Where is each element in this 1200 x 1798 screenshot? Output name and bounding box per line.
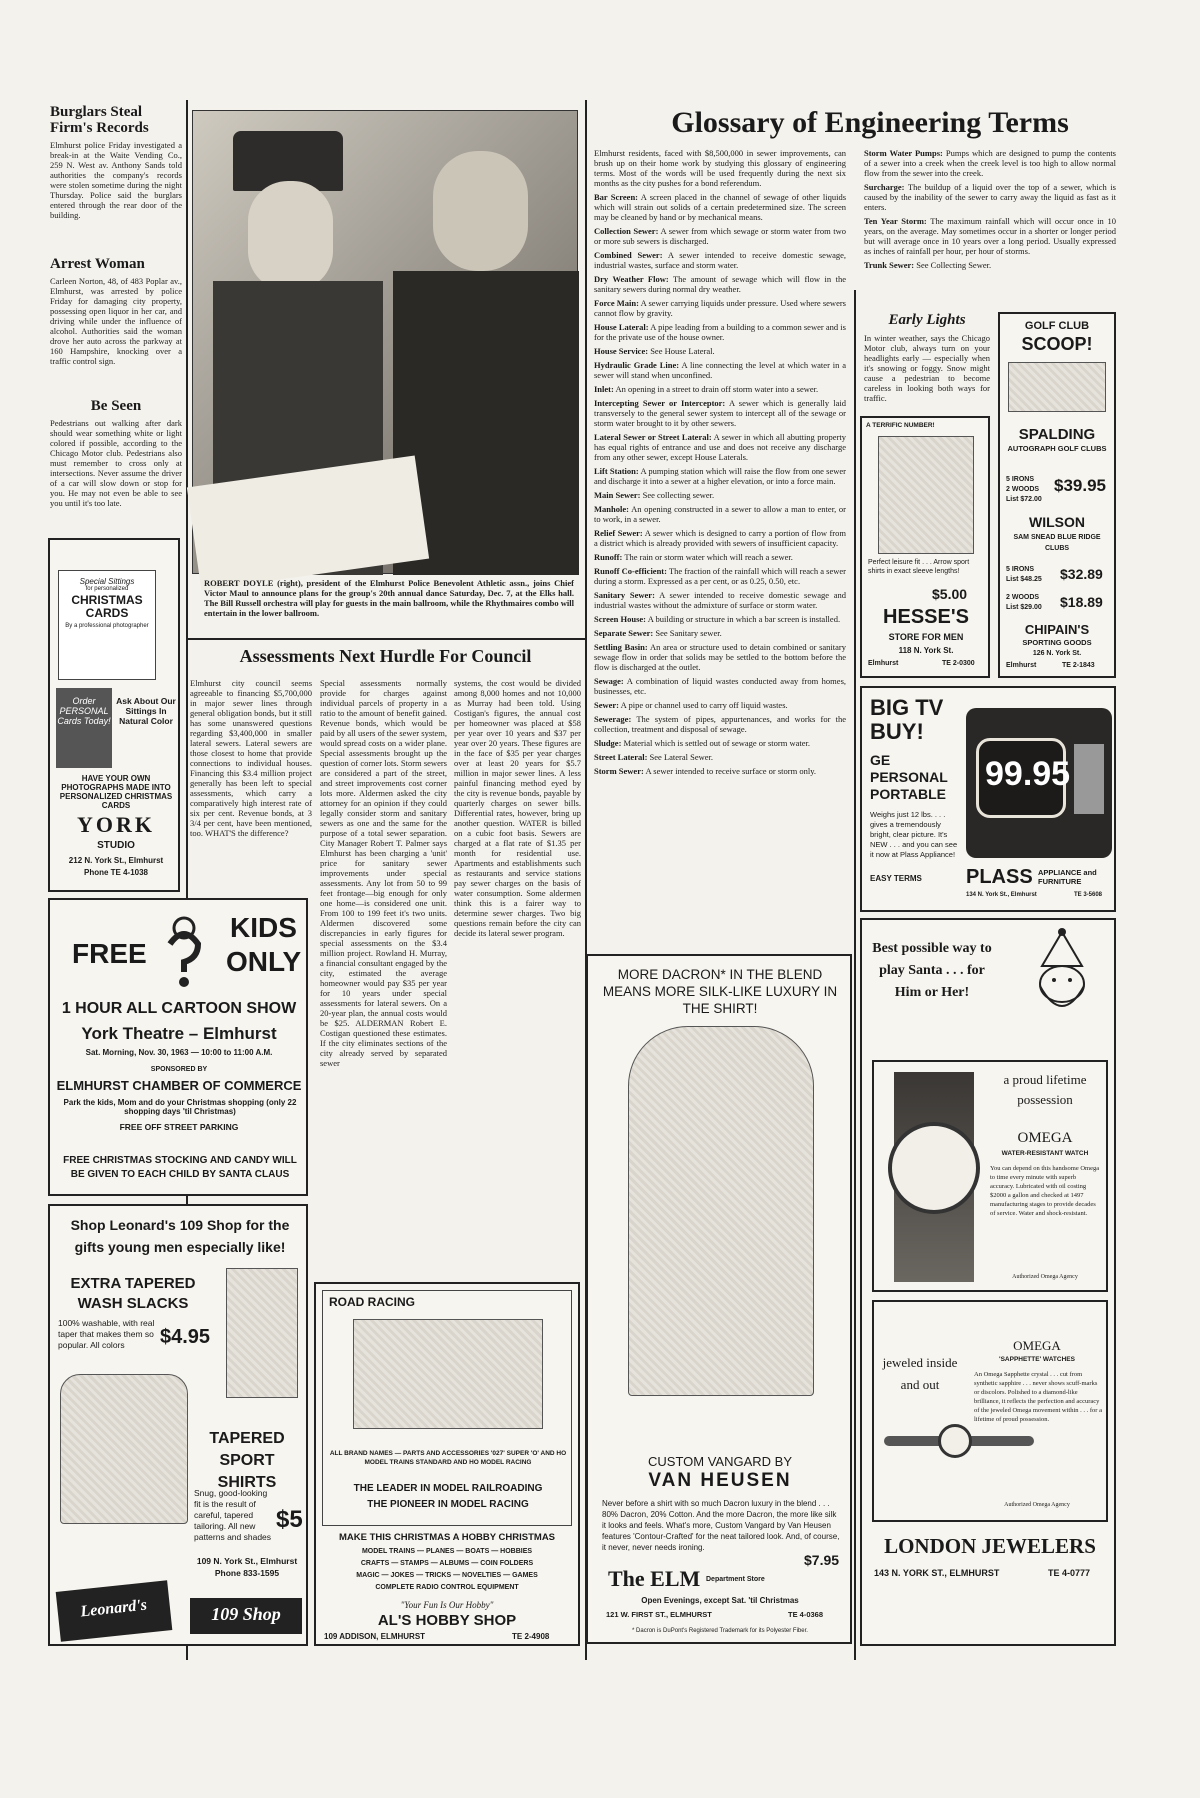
arrest-text: Carleen Norton, 48, of 483 Poplar av., Elmhurst, was arrested by police Friday for damaging city property, possessing open liquor in her car, and driving while under the influence of alcohol. Authorities said the woman drove her auto across the parkway at 160 Hampshire, knocking over a traffic control sign. xyxy=(50,276,182,366)
glossary-entry xyxy=(594,398,846,428)
watch-face xyxy=(888,1122,980,1214)
glossary-entry xyxy=(594,766,846,776)
glossary-definition: A building or structure in which a bar screen is installed. xyxy=(647,614,841,624)
glossary-term: Combined Sewer: xyxy=(594,250,663,260)
glossary-term: Sewerage: xyxy=(594,714,632,724)
ladies-watch-face xyxy=(938,1424,972,1458)
wilson-sub: SAM SNEAD BLUE RIDGE CLUBS xyxy=(1013,534,1101,552)
glossary-entry xyxy=(594,346,846,356)
glossary-term: Bar Screen: xyxy=(594,192,639,202)
free-kids-ad xyxy=(48,898,308,1196)
york-ask: Ask About Our Sittings In Natural Color xyxy=(116,696,176,726)
sapphette-panel xyxy=(872,1300,1108,1522)
spalding-price: $39.95 xyxy=(1054,476,1106,495)
glossary-entry xyxy=(864,148,1116,178)
plass-address: 134 N. York St., Elmhurst xyxy=(966,892,1037,898)
free-label: FREE xyxy=(72,938,147,969)
glossary-entry xyxy=(594,226,846,246)
wilson-price2: $18.89 xyxy=(1060,594,1103,610)
hobby-brands: ALL BRAND NAMES — PARTS AND ACCESSORIES '027' SUPER 'O' AND HO MODEL TRAINS STANDARD AND HO MODEL RACING xyxy=(329,1450,567,1466)
santa-icon xyxy=(1022,926,1102,1026)
beseen-text: Pedestrians out walking after dark should wear something white or light colored if possible, according to the Chicago Motor club. Pedestrians also must remember to cross only at intersections. Never assume the driver of a car will slow down or stop for you. He may not even be able to see you until it's too late. xyxy=(50,418,182,508)
hobby-items3: MAGIC — JOKES — TRICKS — NOVELTIES — GAMES xyxy=(356,1572,538,1579)
glossary-definition: The rain or storm water which will reach a sewer. xyxy=(624,552,793,562)
glossary-entries-right xyxy=(864,148,1116,270)
leonards-ad xyxy=(48,1204,308,1646)
hobby-address: 109 ADDISON, ELMHURST xyxy=(324,1632,426,1641)
elm-text: Never before a shirt with so much Dacron luxury in the blend . . . 80% Dacron, 20% Cotton. And the more Dacron, the more like silk it looks and feels. What's more, Custom Vangard by Van Heusen features 'Contour-Crafted' for the neat tailored look. And, of course, it never, never needs ironing. xyxy=(602,1499,840,1552)
glossary-title: Glossary of Engineering Terms xyxy=(671,106,1069,139)
glossary-term: Ten Year Storm: xyxy=(864,216,927,226)
early-lights-headline: Early Lights xyxy=(888,312,966,328)
early-lights-story xyxy=(864,312,990,403)
glossary-definition: The system of pipes, appurtenances, and works for the collection, treatment and disposal of sewage. xyxy=(594,714,846,734)
glossary-entry xyxy=(594,552,846,562)
hesse-name: HESSE'S xyxy=(883,606,969,628)
london-address: 143 N. YORK ST., ELMHURST xyxy=(874,1568,1000,1578)
sapphette-agency: Authorized Omega Agency xyxy=(1004,1502,1070,1508)
glossary-definition: A sewer in which all abutting property has equal rights of entrance and use and does not receive any discharge from any other sewer, except House Laterals. xyxy=(594,432,846,462)
kids-label: KIDS xyxy=(230,912,297,943)
beseen-headline: Be Seen xyxy=(90,398,142,414)
omega-agency: Authorized Omega Agency xyxy=(1012,1274,1078,1280)
glossary-term: Lateral Sewer or Street Lateral: xyxy=(594,432,712,442)
glossary-definition: Pumps which are designed to pump the contents of a sewer into a creek when the creek level is too high to allow normal flow from the sewer into the creek. xyxy=(864,148,1116,178)
glossary-definition: See House Lateral. xyxy=(650,346,715,356)
early-lights-text: In winter weather, says the Chicago Motor club, always turn on your headlights early — especially when it's snowing or foggy. Snow might cause a pedestrian to become careless in looking both ways for traffic. xyxy=(864,333,990,403)
glossary-entry xyxy=(594,504,846,524)
beseen-story xyxy=(50,398,182,508)
chipains-phone: TE 2-1843 xyxy=(1062,662,1095,669)
glossary-entry xyxy=(594,432,846,462)
glossary-entry xyxy=(594,566,846,586)
glossary-left-column xyxy=(594,148,846,948)
glossary-definition: See Collecting Sewer. xyxy=(916,260,992,270)
tv-set-illustration xyxy=(966,708,1112,858)
only-label: ONLY xyxy=(226,946,302,977)
glossary-term: House Lateral: xyxy=(594,322,649,332)
glossary-intro: Elmhurst residents, faced with $8,500,000 in sewer improvements, can brush up on their home work by studying this glossary of engineering terms. Most of the words will be used frequently during the next six months as the city pushes for a bond referendum. xyxy=(594,148,846,188)
free-stocking: FREE CHRISTMAS STOCKING AND CANDY WILL BE GIVEN TO EACH CHILD BY SANTA CLAUS xyxy=(63,1155,297,1180)
glossary-definition: A sewer from which sewage or storm water from two or more sub sewers is discharged. xyxy=(594,226,846,246)
glossary-entry xyxy=(594,590,846,610)
slacks-illustration xyxy=(226,1268,298,1398)
elm-store-sub: Department Store xyxy=(706,1576,765,1583)
easy-terms: EASY TERMS xyxy=(870,874,922,883)
glossary-entry xyxy=(594,676,846,696)
column-rule xyxy=(854,290,856,1660)
hobby-make: MAKE THIS CHRISTMAS A HOBBY CHRISTMAS xyxy=(338,1532,556,1543)
glossary-term: House Service: xyxy=(594,346,649,356)
glossary-entry xyxy=(864,216,1116,256)
glossary-entry xyxy=(594,490,846,500)
hobby-leader2: THE PIONEER IN MODEL RACING xyxy=(367,1499,529,1510)
glossary-term: Relief Sewer: xyxy=(594,528,643,538)
york-address: 212 N. York St., Elmhurst xyxy=(68,856,164,865)
glossary-definition: The amount of sewage which will flow in the sanitary sewers during normal dry weather. xyxy=(594,274,846,294)
sapphette-text: An Omega Sapphette crystal . . . cut from synthetic sapphire . . . never shows scuff-marks or discolors. Polished to a diamond-like brilliance, it reflects the perfection and accuracy of the jeweled Omega movement within . . . for a lifetime of proud possession. xyxy=(974,1371,1102,1423)
dacron-headline: MORE DACRON* IN THE BLEND MEANS MORE SILK-LIKE LUXURY IN THE SHIRT! xyxy=(602,967,838,1016)
big-tv-buy: BIG TV BUY! xyxy=(870,695,944,744)
glossary-term: Force Main: xyxy=(594,298,639,308)
glossary-definition: A sewer intended to receive domestic sewage, industrial wastes, surface and storm water. xyxy=(594,250,846,270)
109-shop-logo: 109 Shop xyxy=(190,1598,302,1634)
slacks-title: EXTRA TAPERED WASH SLACKS xyxy=(70,1275,196,1312)
glossary-entries-left xyxy=(594,192,846,776)
hesse-text: Perfect leisure fit . . . Arrow sport shirts in exact sleeve lengths! xyxy=(868,559,970,575)
elm-phone: TE 4-0368 xyxy=(788,1610,824,1619)
glossary-definition: Material which is settled out of sewage or storm water. xyxy=(623,738,811,748)
glossary-definition: The fraction of the rainfall which will reach a sewer during a storm. Expressed as a per cent, or as 0.25, 0.50, etc. xyxy=(594,566,846,586)
golf-title1: GOLF CLUB xyxy=(1024,320,1090,332)
arrest-story xyxy=(50,256,182,366)
glossary-term: Sanitary Sewer: xyxy=(594,590,655,600)
glossary-definition: A sewer which is designed to carry a portion of flow from a district which is already provided with sewers of insufficient capacity. xyxy=(594,528,846,548)
glossary-term: Main Sewer: xyxy=(594,490,641,500)
hobby-items4: COMPLETE RADIO CONTROL EQUIPMENT xyxy=(375,1584,519,1591)
custom-vangard: CUSTOM VANGARD BY xyxy=(648,1454,792,1469)
glossary-term: Surcharge: xyxy=(864,182,905,192)
glossary-entry xyxy=(594,628,846,638)
glossary-term: Storm Water Pumps: xyxy=(864,148,943,158)
plass-tv-ad xyxy=(860,686,1116,912)
santa-ornament-icon xyxy=(1022,926,1102,1026)
glossary-definition: A sewer carrying liquids under pressure. Used where sewers cannot flow by gravity. xyxy=(594,298,846,318)
glossary-term: Street Lateral: xyxy=(594,752,648,762)
glossary-entry xyxy=(594,322,846,342)
glossary-definition: An opening constructed in a sewer to allow a man to enter, or to work, in a sewer. xyxy=(594,504,846,524)
glossary-definition: A line connecting the level at which water in a sewer will stand when unconfined. xyxy=(594,360,846,380)
photo-caption: ROBERT DOYLE (right), president of the Elmhurst Police Benevolent Athletic assn., joins Chief Victor Maul to announce plans for the group's 20th annual dance Saturday, Dec. 7, at the Elks hall. The Bill Russell orchestra will play for guests in the main ballroom, while the Rhythmaires combo will entertain in the lower ballroom. xyxy=(204,578,574,618)
glossary-entry xyxy=(864,260,1116,270)
hesses-ad xyxy=(860,416,990,678)
glossary-term: Trunk Sewer: xyxy=(864,260,915,270)
glossary-definition: The buildup of a liquid over the top of a sewer, which is caused by the inability of the sewer to carry away the liquid as fast as it enters. xyxy=(864,182,1116,212)
hesse-city: Elmhurst xyxy=(868,660,899,667)
jeweled-inside: jeweled inside and out xyxy=(882,1355,958,1392)
shirt-illustration xyxy=(60,1374,188,1524)
hobby-items2: CRAFTS — STAMPS — ALBUMS — COIN FOLDERS xyxy=(360,1560,534,1567)
glossary-definition: A pipe leading from a building to a common sewer and is for the private use of the house owner. xyxy=(594,322,846,342)
hobby-slogan: "Your Fun Is Our Hobby" xyxy=(400,1600,494,1610)
tv-screen xyxy=(976,738,1071,818)
york-title-top: Special Sittings xyxy=(79,577,135,586)
glossary-term: Separate Sewer: xyxy=(594,628,654,638)
glossary-definition: A screen placed in the channel of sewage of other liquids which will strain out solids of a certain predetermined size. The screen may be cleaned by hand or by mechanical means. xyxy=(594,192,846,222)
glossary-entry xyxy=(594,528,846,548)
glossary-definition: See collecting sewer. xyxy=(642,490,715,500)
glossary-entry xyxy=(594,250,846,270)
spalding-woods: 2 WOODS xyxy=(1006,486,1040,493)
glossary-term: Lift Station: xyxy=(594,466,639,476)
plass-store-sub: APPLIANCE and FURNITURE xyxy=(1038,868,1097,886)
sponsor-name: ELMHURST CHAMBER OF COMMERCE xyxy=(56,1078,302,1093)
tv-controls xyxy=(1074,744,1104,814)
wilson-woods: 2 WOODS xyxy=(1006,594,1040,601)
glossary-term: Hydraulic Grade Line: xyxy=(594,360,680,370)
road-racing-banner: ROAD RACING xyxy=(329,1295,415,1309)
wilson-irons: 5 IRONS xyxy=(1006,566,1035,573)
york-name: YORK xyxy=(77,812,155,837)
ge-portable: GE PERSONAL PORTABLE xyxy=(870,752,948,802)
leonards-address: 109 N. York St., Elmhurst xyxy=(196,1556,298,1566)
assessments-col3: systems, the cost would be divided among 8,000 homes and not 10,000 as Murray had been told. Using Costigan's figures, the annual cost per homeowner was placed at $58 per year over 10 years and $37 per year over 20 years. These figures are in the face of $35 per year charges over at least 20 years for $5.7 million in major sewer lines. A less painful financing method eyed by the city is revenue bonds, payable by quarterly charges on sewer bills. Differential rates, however, bring up another question. WATER is billed on a cubic foot basis. Sewers are charged at a flat rate of $1.35 per month for residential use. Apartments and establishments such as restaurants and service stations pay sewer charges on the basis of water consumption. Some aldermen think this is a fairer way to determine sewer charges. Two big questions remain before the city can decide its lateral sewer program. xyxy=(454,678,581,938)
tv-price: 99.95 xyxy=(985,755,1071,793)
chipains-name: CHIPAIN'S xyxy=(1024,622,1090,637)
glossary-term: Runoff Co-efficient: xyxy=(594,566,667,576)
hesse-top: A TERRIFIC NUMBER! xyxy=(866,422,935,429)
glossary-entry xyxy=(594,384,846,394)
question-clown-icon xyxy=(154,914,214,990)
york-title-sub: for personalized xyxy=(85,586,129,592)
hobby-shop-ad xyxy=(314,1282,580,1646)
glossary-definition: A pumping station which will raise the flow from one sewer and discharge it into a sewer at a higher elevation, or into a force main. xyxy=(594,466,846,486)
glossary-entry xyxy=(594,298,846,318)
glossary-definition: A sewer intended to receive domestic sewage and industrial wastes without the admixture of surface or storm water. xyxy=(594,590,846,610)
glossary-term: Collection Sewer: xyxy=(594,226,659,236)
glossary-entry xyxy=(594,738,846,748)
glossary-entry xyxy=(594,360,846,380)
elm-price: $7.95 xyxy=(804,1552,840,1568)
glossary-term: Runoff: xyxy=(594,552,623,562)
police-photo xyxy=(192,110,578,574)
hobby-phone: TE 2-4908 xyxy=(512,1632,550,1641)
assessments-headline: Assessments Next Hurdle For Council xyxy=(239,646,532,666)
spalding-irons: 5 IRONS xyxy=(1006,476,1035,483)
york-studio-ad xyxy=(48,538,180,892)
wilson-list1: List $48.25 xyxy=(1006,576,1042,583)
london-jewelers-ad xyxy=(860,918,1116,1646)
doyle-face xyxy=(433,151,528,271)
golf-title2: SCOOP! xyxy=(1021,334,1093,354)
plass-phone: TE 3-5608 xyxy=(1074,892,1103,898)
hesse-price: $5.00 xyxy=(932,586,968,602)
assessments-col2: Special assessments normally provide for charges against individual parcels of property in a ratio to the amount of benefit gained. Revenue bonds, which would be paid by all users of the sewer system, would spread costs on a wider plane. Special assessments brought up the question of corner lots. Storm sewers are considered a part of the street, and street improvements cost corner lots more. Aldermen asked the city attorney for an opinion if they could legally consider storm and sanitary sewers as one and the same for the purpose of a total sewer separation. City Manager Robert T. Palmer says Elmhurst has been charging a 'unit' price for sanitary sewer improvements under special assessments. Any lot from 50 to 99 feet frontage—big enough for only one home—is considered one unit. From 100 to 199 feet it's two units. Aldermen discovered some discrepancies in early figures for special assessments on the $3.4 million project. Rowland H. Murray, a financial consultant engaged by the city, estimated the average homeowner would pay $35 per year for 10 years under special assessments for lateral sewers. On a 20-year plan, the annual costs would be $25. ALDERMAN Robert E. Costigan questioned these estimates. If the city eliminates sections of the city already served by separated sewer xyxy=(320,678,447,1068)
york-title-main: CHRISTMAS CARDS xyxy=(71,593,143,620)
question-mark-icon xyxy=(154,914,214,990)
glossary-entry xyxy=(594,274,846,294)
golf-club-ad xyxy=(998,312,1116,678)
hobby-inner-frame xyxy=(322,1290,572,1526)
shirts-title: TAPERED SPORT SHIRTS xyxy=(209,1430,285,1491)
chipains-sub: SPORTING GOODS xyxy=(1022,638,1092,647)
spalding-list: List $72.00 xyxy=(1006,496,1042,503)
york-phone: Phone TE 4-1038 xyxy=(83,868,149,877)
glossary-definition: A sewer which is generally laid transversely to the general sewer system to intercept all of the sewage or storm water brought to it by other sewers. xyxy=(594,398,846,428)
christmas-card-graphic xyxy=(58,570,156,680)
glossary-definition: See Sanitary sewer. xyxy=(655,628,722,638)
glossary-term: Manhole: xyxy=(594,504,629,514)
glossary-term: Intercepting Sewer or Interceptor: xyxy=(594,398,726,408)
spalding-sub: AUTOGRAPH GOLF CLUBS xyxy=(1007,444,1107,453)
race-car-illustration xyxy=(353,1319,543,1429)
park-kids: Park the kids, Mom and do your Christmas shopping (only 22 shopping days 'til Christmas) xyxy=(63,1098,297,1116)
glossary-term: Sludge: xyxy=(594,738,622,748)
glossary-term: Sewer: xyxy=(594,700,620,710)
york-by: By a professional photographer xyxy=(65,623,149,629)
elm-address: 121 W. FIRST ST., ELMHURST xyxy=(606,1610,712,1619)
wilson-list2: List $29.00 xyxy=(1006,604,1042,611)
omega-brand: OMEGA xyxy=(1017,1130,1073,1146)
slacks-text: 100% washable, with real taper that makes them so popular. All colors xyxy=(58,1318,155,1350)
glossary-entry xyxy=(594,466,846,486)
elm-hours: Open Evenings, except Sat. 'til Christmas xyxy=(641,1596,799,1605)
sponsored-by: SPONSORED BY xyxy=(150,1066,208,1073)
hesse-address: 118 N. York St. xyxy=(898,646,954,655)
slacks-price: $4.95 xyxy=(160,1326,211,1348)
glossary-term: Inlet: xyxy=(594,384,614,394)
hobby-leader1: THE LEADER IN MODEL RAILROADING xyxy=(353,1483,543,1494)
leonards-phone: Phone 833-1595 xyxy=(214,1568,280,1578)
glossary-term: Sewage: xyxy=(594,676,624,686)
man-in-shirt-illustration xyxy=(628,1026,814,1396)
london-phone: TE 4-0777 xyxy=(1048,1568,1091,1578)
glossary-definition: An opening in a street to drain off storm water into a sewer. xyxy=(615,384,819,394)
omega-watch-panel xyxy=(872,1060,1108,1292)
chipains-city: Elmhurst xyxy=(1006,662,1037,669)
glossary-term: Settling Basin: xyxy=(594,642,648,652)
play-santa: Best possible way to play Santa . . . for Him or Her! xyxy=(872,941,992,1000)
glossary-right-column xyxy=(864,148,1116,298)
shirts-text: Snug, good-looking fit is the result of careful, tapered tailoring. All new patterns and shades xyxy=(194,1488,272,1542)
cartoon-show: 1 HOUR ALL CARTOON SHOW xyxy=(61,1000,297,1017)
hesse-sub: STORE FOR MEN xyxy=(888,632,964,642)
glossary-entry xyxy=(594,614,846,624)
sapphette-label: 'SAPPHETTE' WATCHES xyxy=(999,1356,1075,1363)
arrest-headline: Arrest Woman xyxy=(50,256,145,272)
chipains-address: 126 N. York St. xyxy=(1032,650,1082,657)
assessments-col1: Elmhurst city council seems agreeable to financing $5,700,000 in major sewer lines through general obligation bonds, but it still has some unanswered questions regarding $3,400,000 in smaller lateral sewers. Lateral sewers are those closest to home that provide connections to individual houses. Financing this $3.4 million project generally has been left to special assessments, which carry a comparatively high interest rate of six per cent. Revenue bonds, at 3 3/4 per cent, have been mentioned, too. WHAT'S the difference? xyxy=(190,678,312,838)
free-parking: FREE OFF STREET PARKING xyxy=(119,1122,239,1132)
glossary-entry xyxy=(864,182,1116,212)
elm-van-heusen-ad xyxy=(586,954,852,1644)
theatre-name: York Theatre – Elmhurst xyxy=(81,1024,277,1043)
omega-text: You can depend on this handsome Omega to time every minute with superb accuracy. Lubricated with oil costing $2000 a gallon and checked at 1497 manufacturing stages to provide decades of service. Water and shock-resistant. xyxy=(990,1165,1100,1217)
chief-face xyxy=(248,181,333,291)
section-rule xyxy=(186,638,585,640)
york-order: Order PERSONAL Cards Today! xyxy=(56,688,112,768)
hesse-phone: TE 2-0300 xyxy=(942,660,975,667)
glossary-definition: A pipe or channel used to carry off liquid wastes. xyxy=(620,700,788,710)
glossary-term: Screen House: xyxy=(594,614,647,624)
wilson-price1: $32.89 xyxy=(1060,566,1103,582)
show-when: Sat. Morning, Nov. 30, 1963 — 10:00 to 11:00 A.M. xyxy=(85,1048,273,1057)
glossary-definition: A sewer intended to receive surface or storm only. xyxy=(645,766,817,776)
glossary-entry xyxy=(594,700,846,710)
burglars-story xyxy=(50,104,182,220)
golf-clubs-illustration xyxy=(1008,362,1106,412)
dacron-footnote: * Dacron is DuPont's Registered Trademark for its Polyester Fiber. xyxy=(632,1628,808,1634)
burglars-text: Elmhurst police Friday investigated a break-in at the Waite Vending Co., 259 N. West av. Anthony Sands told authorities the company's records were stolen sometime during the night Thursday. Police said the burglars entered through the rear door of the building. xyxy=(50,140,182,220)
proud-possession: a proud lifetime possession xyxy=(1003,1072,1087,1107)
glossary-entry xyxy=(594,642,846,672)
plass-text: Weighs just 12 lbs. . . . gives a tremendously bright, clear picture. It's NEW . . . and you can see it now at Plass Appliance! xyxy=(870,810,958,859)
leonards-logo: Leonard's xyxy=(56,1580,173,1641)
plass-store: PLASS xyxy=(966,866,1033,888)
glossary-term: Storm Sewer: xyxy=(594,766,644,776)
hobby-name: AL'S HOBBY SHOP xyxy=(377,1612,517,1629)
hobby-items1: MODEL TRAINS — PLANES — BOATS — HOBBIES xyxy=(361,1548,533,1555)
wilson-brand: WILSON xyxy=(1029,514,1085,530)
glossary-definition: The maximum rainfall which will occur once in 10 years, on the average. May sometimes occur in a shorter or longer period but will average once in 10 years over a long period. Usually expressed as inches of rainfall per hour, per hour of storms. xyxy=(864,216,1116,256)
shirts-price: $5 xyxy=(276,1506,303,1533)
london-store-name: LONDON JEWELERS xyxy=(884,1534,1096,1558)
glossary-entry xyxy=(594,752,846,762)
glossary-definition: An area or structure used to detain combined or sanitary sewage flow in order that solids may be settled to the bottom before the flow is discharged at the outlet. xyxy=(594,642,846,672)
van-heusen-brand: VAN HEUSEN xyxy=(648,1470,792,1491)
york-pitch: HAVE YOUR OWN PHOTOGRAPHS MADE INTO PERSONALIZED CHRISTMAS CARDS xyxy=(59,774,173,810)
omega-sub: WATER-RESISTANT WATCH xyxy=(1001,1150,1089,1157)
spalding-brand: SPALDING xyxy=(1018,426,1096,443)
omega2-brand: OMEGA xyxy=(1013,1338,1061,1353)
glossary-entry xyxy=(594,192,846,222)
glossary-definition: A combination of liquid wastes conducted away from homes, businesses, etc. xyxy=(594,676,846,696)
burglars-headline: Burglars Steal Firm's Records xyxy=(50,104,149,136)
elm-store-logo: The ELM xyxy=(608,1566,701,1591)
glossary-definition: See Lateral Sewer. xyxy=(649,752,714,762)
man-lounging-illustration xyxy=(878,436,974,554)
glossary-term: Dry Weather Flow: xyxy=(594,274,669,284)
glossary-entry xyxy=(594,714,846,734)
york-studio: STUDIO xyxy=(97,840,135,851)
leonards-headline: Shop Leonard's 109 Shop for the gifts young men especially like! xyxy=(70,1217,290,1255)
